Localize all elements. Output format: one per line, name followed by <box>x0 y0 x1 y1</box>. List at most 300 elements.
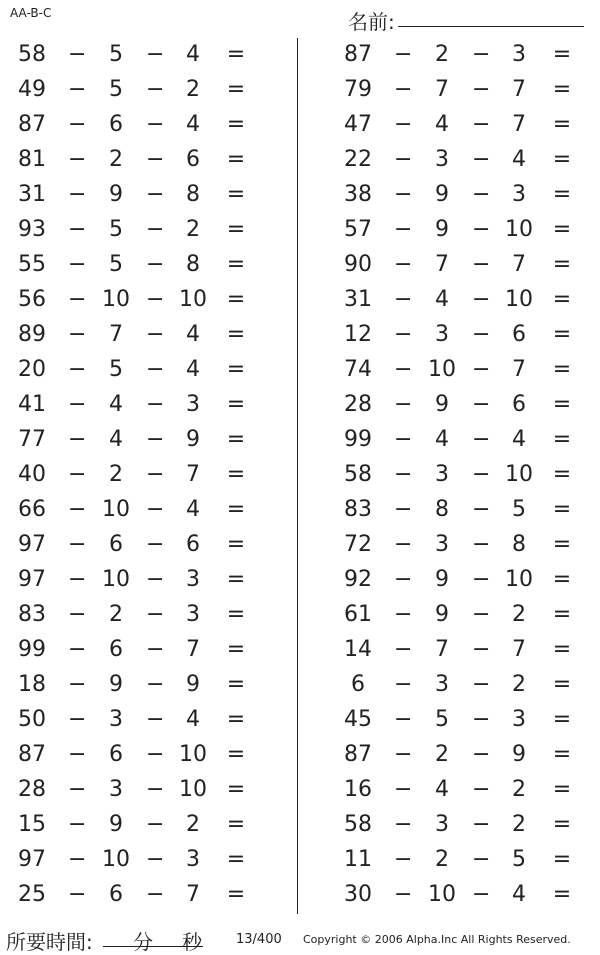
minus-sign: − <box>146 462 165 487</box>
minus-sign: − <box>394 77 413 102</box>
problem-row <box>0 493 270 528</box>
minuend: 41 <box>18 392 46 417</box>
problem-row <box>0 598 270 633</box>
equals-sign: = <box>226 322 246 347</box>
equals-sign: = <box>552 462 572 487</box>
minuend: 97 <box>18 567 46 592</box>
subtrahend: 2 <box>109 462 123 487</box>
minus-sign: − <box>68 182 87 207</box>
equals-sign: = <box>552 112 572 137</box>
subtrahend: 6 <box>109 112 123 137</box>
minus-sign: − <box>472 637 491 662</box>
equals-sign: = <box>552 742 572 767</box>
subtrahend: 5 <box>512 497 526 522</box>
minus-sign: − <box>472 182 491 207</box>
page-number: 13/400 <box>236 932 282 947</box>
minuend: 57 <box>344 217 372 242</box>
minus-sign: − <box>394 672 413 697</box>
problem-row <box>326 213 596 248</box>
left-problem-column <box>0 38 270 913</box>
minus-sign: − <box>146 217 165 242</box>
problem-row <box>326 423 596 458</box>
equals-sign: = <box>552 777 572 802</box>
subtrahend: 7 <box>512 637 526 662</box>
minuend: 14 <box>344 637 372 662</box>
minus-sign: − <box>394 777 413 802</box>
minus-sign: − <box>68 252 87 277</box>
problem-row <box>326 878 596 913</box>
subtrahend: 9 <box>435 567 449 592</box>
subtrahend: 10 <box>505 217 533 242</box>
subtrahend: 8 <box>512 532 526 557</box>
minus-sign: − <box>394 357 413 382</box>
minus-sign: − <box>394 532 413 557</box>
subtrahend: 7 <box>435 77 449 102</box>
problem-row <box>326 388 596 423</box>
minus-sign: − <box>472 217 491 242</box>
problem-row <box>326 108 596 143</box>
minus-sign: − <box>68 812 87 837</box>
minus-sign: − <box>146 357 165 382</box>
minus-sign: − <box>68 637 87 662</box>
subtrahend: 3 <box>186 567 200 592</box>
minuend: 92 <box>344 567 372 592</box>
minus-sign: − <box>146 147 165 172</box>
subtrahend: 10 <box>102 287 130 312</box>
subtrahend: 2 <box>512 602 526 627</box>
equals-sign: = <box>552 42 572 67</box>
problem-row <box>0 808 270 843</box>
minuend: 31 <box>18 182 46 207</box>
minuend: 47 <box>344 112 372 137</box>
minus-sign: − <box>472 672 491 697</box>
subtrahend: 9 <box>435 602 449 627</box>
minus-sign: − <box>472 252 491 277</box>
equals-sign: = <box>552 602 572 627</box>
minuend: 83 <box>344 497 372 522</box>
minuend: 50 <box>18 707 46 732</box>
minus-sign: − <box>472 42 491 67</box>
subtrahend: 3 <box>186 602 200 627</box>
problem-row <box>0 528 270 563</box>
minus-sign: − <box>472 147 491 172</box>
minus-sign: − <box>394 847 413 872</box>
equals-sign: = <box>552 147 572 172</box>
equals-sign: = <box>552 567 572 592</box>
minus-sign: − <box>68 462 87 487</box>
minus-sign: − <box>394 602 413 627</box>
minus-sign: − <box>394 497 413 522</box>
minus-sign: − <box>394 182 413 207</box>
problem-row <box>0 703 270 738</box>
minus-sign: − <box>146 77 165 102</box>
minus-sign: − <box>394 462 413 487</box>
problem-row <box>0 318 270 353</box>
subtrahend: 5 <box>512 847 526 872</box>
equals-sign: = <box>226 847 246 872</box>
subtrahend: 10 <box>505 567 533 592</box>
seconds-unit: 秒 <box>182 930 202 954</box>
equals-sign: = <box>226 182 246 207</box>
subtrahend: 3 <box>512 182 526 207</box>
subtrahend: 4 <box>186 707 200 732</box>
subtrahend: 9 <box>186 427 200 452</box>
problem-row <box>0 178 270 213</box>
problem-row <box>326 633 596 668</box>
problem-row <box>0 738 270 773</box>
minuend: 20 <box>18 357 46 382</box>
problem-row <box>326 773 596 808</box>
problem-row <box>0 248 270 283</box>
minus-sign: − <box>146 322 165 347</box>
subtrahend: 9 <box>186 672 200 697</box>
minuend: 30 <box>344 882 372 907</box>
subtrahend: 2 <box>186 217 200 242</box>
minus-sign: − <box>146 847 165 872</box>
minus-sign: − <box>68 882 87 907</box>
problem-row <box>0 143 270 178</box>
minus-sign: − <box>146 392 165 417</box>
minuend: 79 <box>344 77 372 102</box>
equals-sign: = <box>226 252 246 277</box>
problem-row <box>326 493 596 528</box>
subtrahend: 9 <box>435 392 449 417</box>
subtrahend: 4 <box>435 427 449 452</box>
minuend: 90 <box>344 252 372 277</box>
subtrahend: 6 <box>512 322 526 347</box>
equals-sign: = <box>226 392 246 417</box>
minus-sign: − <box>68 217 87 242</box>
subtrahend: 7 <box>435 637 449 662</box>
subtrahend: 10 <box>102 847 130 872</box>
problem-row <box>0 668 270 703</box>
subtrahend: 9 <box>109 182 123 207</box>
equals-sign: = <box>226 287 246 312</box>
minus-sign: − <box>146 672 165 697</box>
problem-row <box>0 38 270 73</box>
subtrahend: 6 <box>109 882 123 907</box>
equals-sign: = <box>552 182 572 207</box>
subtrahend: 10 <box>428 357 456 382</box>
subtrahend: 2 <box>435 847 449 872</box>
subtrahend: 2 <box>435 42 449 67</box>
equals-sign: = <box>552 672 572 697</box>
minus-sign: − <box>146 287 165 312</box>
minuend: 45 <box>344 707 372 732</box>
subtrahend: 4 <box>186 322 200 347</box>
minus-sign: − <box>472 532 491 557</box>
minus-sign: − <box>394 147 413 172</box>
equals-sign: = <box>226 742 246 767</box>
equals-sign: = <box>552 217 572 242</box>
problem-row <box>326 318 596 353</box>
minus-sign: − <box>146 637 165 662</box>
equals-sign: = <box>552 847 572 872</box>
equals-sign: = <box>552 427 572 452</box>
subtrahend: 7 <box>512 357 526 382</box>
minus-sign: − <box>472 287 491 312</box>
minuend: 83 <box>18 602 46 627</box>
subtrahend: 10 <box>102 567 130 592</box>
problem-row <box>326 458 596 493</box>
equals-sign: = <box>226 777 246 802</box>
subtrahend: 4 <box>435 112 449 137</box>
minus-sign: − <box>472 497 491 522</box>
minus-sign: − <box>68 112 87 137</box>
minus-sign: − <box>146 742 165 767</box>
minus-sign: − <box>146 777 165 802</box>
subtrahend: 3 <box>435 532 449 557</box>
minuend: 49 <box>18 77 46 102</box>
minus-sign: − <box>472 357 491 382</box>
subtrahend: 10 <box>179 777 207 802</box>
subtrahend: 3 <box>435 672 449 697</box>
subtrahend: 3 <box>435 812 449 837</box>
problem-row <box>0 773 270 808</box>
minus-sign: − <box>394 812 413 837</box>
subtrahend: 9 <box>435 182 449 207</box>
minuend: 99 <box>344 427 372 452</box>
subtrahend: 2 <box>435 742 449 767</box>
minuend: 58 <box>18 42 46 67</box>
subtrahend: 10 <box>179 287 207 312</box>
subtrahend: 4 <box>186 112 200 137</box>
subtrahend: 4 <box>186 357 200 382</box>
minus-sign: − <box>394 742 413 767</box>
problem-row <box>326 248 596 283</box>
minus-sign: − <box>68 532 87 557</box>
subtrahend: 3 <box>109 707 123 732</box>
equals-sign: = <box>226 462 246 487</box>
subtrahend: 4 <box>186 42 200 67</box>
minus-sign: − <box>394 567 413 592</box>
problem-row <box>0 353 270 388</box>
minuend: 40 <box>18 462 46 487</box>
subtrahend: 6 <box>186 147 200 172</box>
minuend: 55 <box>18 252 46 277</box>
minuend: 38 <box>344 182 372 207</box>
minuend: 61 <box>344 602 372 627</box>
subtrahend: 2 <box>512 777 526 802</box>
problem-row <box>326 808 596 843</box>
equals-sign: = <box>226 637 246 662</box>
equals-sign: = <box>226 147 246 172</box>
minus-sign: − <box>472 777 491 802</box>
minuend: 58 <box>344 812 372 837</box>
minus-sign: − <box>146 707 165 732</box>
minuend: 99 <box>18 637 46 662</box>
minuend: 87 <box>18 112 46 137</box>
subtrahend: 3 <box>186 847 200 872</box>
minus-sign: − <box>472 742 491 767</box>
problem-row <box>0 878 270 913</box>
minus-sign: − <box>68 147 87 172</box>
minus-sign: − <box>472 707 491 732</box>
minuend: 87 <box>344 42 372 67</box>
minus-sign: − <box>394 322 413 347</box>
minus-sign: − <box>472 322 491 347</box>
subtrahend: 9 <box>109 812 123 837</box>
minus-sign: − <box>394 42 413 67</box>
problem-row <box>326 703 596 738</box>
minus-sign: − <box>68 357 87 382</box>
subtrahend: 4 <box>512 147 526 172</box>
problem-row <box>326 528 596 563</box>
minuend: 93 <box>18 217 46 242</box>
subtrahend: 3 <box>512 707 526 732</box>
subtrahend: 4 <box>109 392 123 417</box>
subtrahend: 2 <box>109 147 123 172</box>
equals-sign: = <box>552 637 572 662</box>
minus-sign: − <box>68 777 87 802</box>
minus-sign: − <box>68 567 87 592</box>
minus-sign: − <box>146 497 165 522</box>
minus-sign: − <box>394 217 413 242</box>
equals-sign: = <box>552 532 572 557</box>
minus-sign: − <box>472 427 491 452</box>
problem-row <box>0 423 270 458</box>
minus-sign: − <box>472 77 491 102</box>
equals-sign: = <box>552 357 572 382</box>
subtrahend: 6 <box>109 532 123 557</box>
subtrahend: 7 <box>186 462 200 487</box>
minus-sign: − <box>68 602 87 627</box>
minuend: 81 <box>18 147 46 172</box>
problem-row <box>0 283 270 318</box>
minuend: 97 <box>18 532 46 557</box>
minuend: 72 <box>344 532 372 557</box>
subtrahend: 5 <box>109 77 123 102</box>
equals-sign: = <box>226 77 246 102</box>
problem-row <box>326 38 596 73</box>
minuend: 12 <box>344 322 372 347</box>
equals-sign: = <box>552 77 572 102</box>
subtrahend: 10 <box>428 882 456 907</box>
minuend: 97 <box>18 847 46 872</box>
minus-sign: − <box>68 287 87 312</box>
right-problem-column <box>326 38 596 913</box>
subtrahend: 3 <box>435 322 449 347</box>
equals-sign: = <box>226 567 246 592</box>
minuend: 18 <box>18 672 46 697</box>
equals-sign: = <box>226 42 246 67</box>
subtrahend: 3 <box>186 392 200 417</box>
minus-sign: − <box>472 882 491 907</box>
problem-row <box>0 213 270 248</box>
problem-row <box>326 598 596 633</box>
equals-sign: = <box>226 882 246 907</box>
subtrahend: 2 <box>186 812 200 837</box>
subtrahend: 5 <box>109 357 123 382</box>
problem-row <box>326 178 596 213</box>
subtrahend: 7 <box>186 882 200 907</box>
minus-sign: − <box>394 392 413 417</box>
minus-sign: − <box>472 847 491 872</box>
minuend: 11 <box>344 847 372 872</box>
minuend: 16 <box>344 777 372 802</box>
problem-row <box>326 843 596 878</box>
minus-sign: − <box>146 602 165 627</box>
problem-row <box>0 633 270 668</box>
minus-sign: − <box>68 42 87 67</box>
subtrahend: 8 <box>435 497 449 522</box>
equals-sign: = <box>226 812 246 837</box>
subtrahend: 6 <box>512 392 526 417</box>
equals-sign: = <box>226 532 246 557</box>
subtrahend: 3 <box>109 777 123 802</box>
subtrahend: 5 <box>435 707 449 732</box>
subtrahend: 8 <box>186 252 200 277</box>
equals-sign: = <box>552 392 572 417</box>
name-label: 名前: <box>348 10 395 34</box>
name-blank-line <box>398 26 584 27</box>
equals-sign: = <box>226 602 246 627</box>
minus-sign: − <box>68 672 87 697</box>
subtrahend: 2 <box>109 602 123 627</box>
problem-row <box>326 73 596 108</box>
minus-sign: − <box>146 882 165 907</box>
subtrahend: 4 <box>109 427 123 452</box>
equals-sign: = <box>552 812 572 837</box>
minuend: 25 <box>18 882 46 907</box>
minus-sign: − <box>394 637 413 662</box>
minuend: 6 <box>351 672 365 697</box>
minutes-unit: 分 <box>133 930 153 954</box>
problem-row <box>326 563 596 598</box>
subtrahend: 10 <box>505 287 533 312</box>
minuend: 56 <box>18 287 46 312</box>
minus-sign: − <box>472 392 491 417</box>
minuend: 87 <box>18 742 46 767</box>
problem-row <box>0 73 270 108</box>
problem-row <box>326 738 596 773</box>
footer <box>0 924 600 952</box>
minus-sign: − <box>68 707 87 732</box>
minus-sign: − <box>394 707 413 732</box>
minus-sign: − <box>68 322 87 347</box>
equals-sign: = <box>552 287 572 312</box>
subtrahend: 4 <box>435 287 449 312</box>
subtrahend: 2 <box>512 812 526 837</box>
subtrahend: 9 <box>435 217 449 242</box>
subtrahend: 10 <box>505 462 533 487</box>
minuend: 66 <box>18 497 46 522</box>
subtrahend: 4 <box>186 497 200 522</box>
subtrahend: 3 <box>435 147 449 172</box>
equals-sign: = <box>552 497 572 522</box>
subtrahend: 5 <box>109 252 123 277</box>
minuend: 77 <box>18 427 46 452</box>
minuend: 74 <box>344 357 372 382</box>
equals-sign: = <box>226 497 246 522</box>
minus-sign: − <box>68 742 87 767</box>
minuend: 28 <box>344 392 372 417</box>
minus-sign: − <box>394 252 413 277</box>
worksheet-code: AA-B-C <box>10 6 52 20</box>
equals-sign: = <box>226 217 246 242</box>
equals-sign: = <box>552 252 572 277</box>
problem-row <box>326 353 596 388</box>
minus-sign: − <box>68 77 87 102</box>
problem-row <box>0 388 270 423</box>
subtrahend: 2 <box>186 77 200 102</box>
subtrahend: 7 <box>512 112 526 137</box>
minus-sign: − <box>146 812 165 837</box>
equals-sign: = <box>226 357 246 382</box>
subtrahend: 9 <box>512 742 526 767</box>
equals-sign: = <box>552 882 572 907</box>
column-divider <box>297 38 298 914</box>
